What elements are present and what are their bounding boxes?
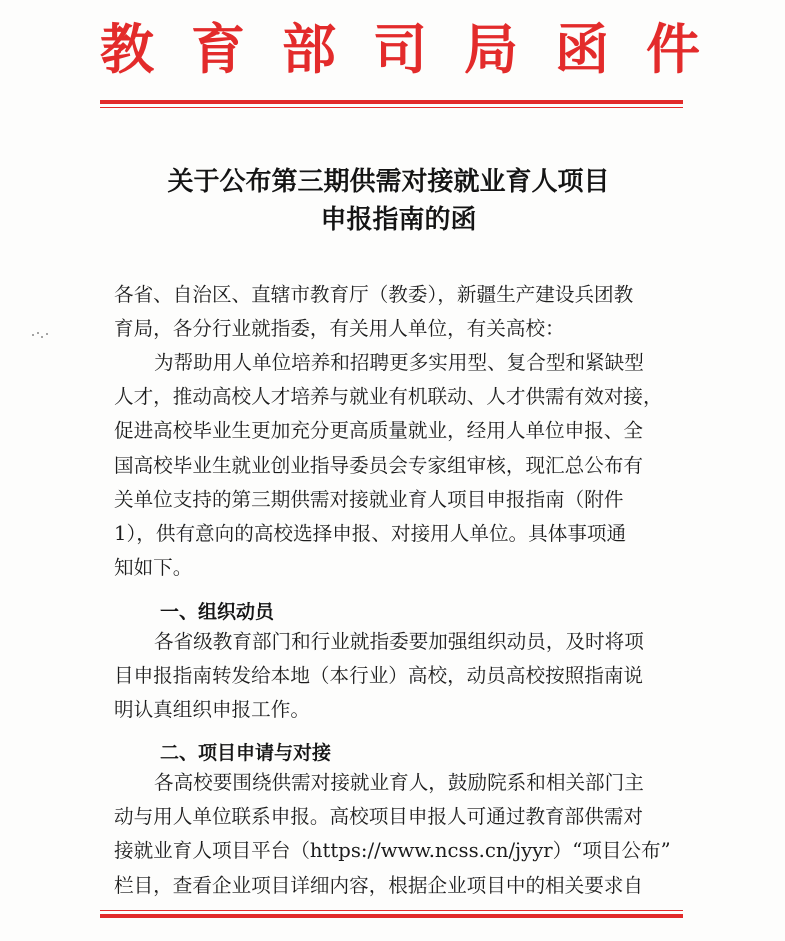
addressee-paragraph bbox=[114, 278, 672, 346]
document-title-line-2: 申报指南的函 bbox=[320, 205, 477, 235]
text-line: 各省、自治区、直辖市教育厅（教委），新疆生产建设兵团教 bbox=[114, 283, 634, 306]
text-line: 动与用人单位联系申报。高校项目申报人可通过教育部供需对 bbox=[114, 805, 644, 829]
section-heading-organize: 一、组织动员 bbox=[160, 601, 275, 623]
text-line: 为帮助用人单位培养和招聘更多实用型、复合型和紧缺型 bbox=[154, 351, 644, 374]
text-line: 育局，各分行业就指委，有关用人单位，有关高校： bbox=[114, 317, 565, 341]
text-line: 关单位支持的第三期供需对接就业育人项目申报指南（附件 bbox=[114, 487, 624, 511]
text-line: 栏目，查看企业项目详细内容，根据企业项目中的相关要求自 bbox=[114, 873, 644, 897]
text-line: 明认真组织申报工作。 bbox=[114, 698, 310, 722]
letterhead-rule-thin bbox=[100, 107, 683, 108]
intro-paragraph bbox=[114, 346, 672, 585]
text-line: 1），供有意向的高校选择申报、对接用人单位。具体事项通 bbox=[114, 522, 627, 546]
text-line: 接就业育人项目平台（https://www.ncss.cn/jyyr）“项目公布” bbox=[114, 839, 671, 863]
text-line: 人才，推动高校人才培养与就业有机联动、人才供需有效对接， bbox=[114, 385, 663, 409]
text-line: 国高校毕业生就业创业指导委员会专家组审核，现汇总公布有 bbox=[114, 453, 644, 477]
footer-rule-thin bbox=[100, 910, 683, 911]
text-line: 各省级教育部门和行业就指委要加强组织动员，及时将项 bbox=[154, 630, 644, 653]
letterhead-char: 教 bbox=[100, 17, 154, 81]
letterhead-rule-thick bbox=[100, 100, 683, 104]
section1-paragraph bbox=[114, 625, 672, 728]
letterhead-char: 司 bbox=[373, 17, 427, 81]
text-line: 知如下。 bbox=[114, 556, 193, 580]
section2-paragraph bbox=[114, 766, 672, 903]
letterhead-char: 部 bbox=[282, 17, 336, 81]
scan-speck bbox=[32, 330, 52, 340]
letterhead bbox=[100, 14, 700, 84]
text-line: 促进高校毕业生更加充分更高质量就业，经用人单位申报、全 bbox=[114, 419, 644, 443]
letterhead-char: 局 bbox=[464, 17, 518, 81]
text-line: 各高校要围绕供需对接就业育人，鼓励院系和相关部门主 bbox=[154, 771, 644, 794]
letterhead-char: 函 bbox=[555, 17, 609, 81]
letterhead-char: 件 bbox=[646, 17, 700, 81]
letterhead-char: 育 bbox=[191, 17, 245, 81]
footer-rule-thick bbox=[100, 914, 683, 918]
text-line: 目申报指南转发给本地（本行业）高校，动员高校按照指南说 bbox=[114, 664, 644, 688]
section-heading-apply: 二、项目申请与对接 bbox=[160, 742, 332, 764]
document-title-line-1: 关于公布第三期供需对接就业育人项目 bbox=[167, 167, 610, 197]
